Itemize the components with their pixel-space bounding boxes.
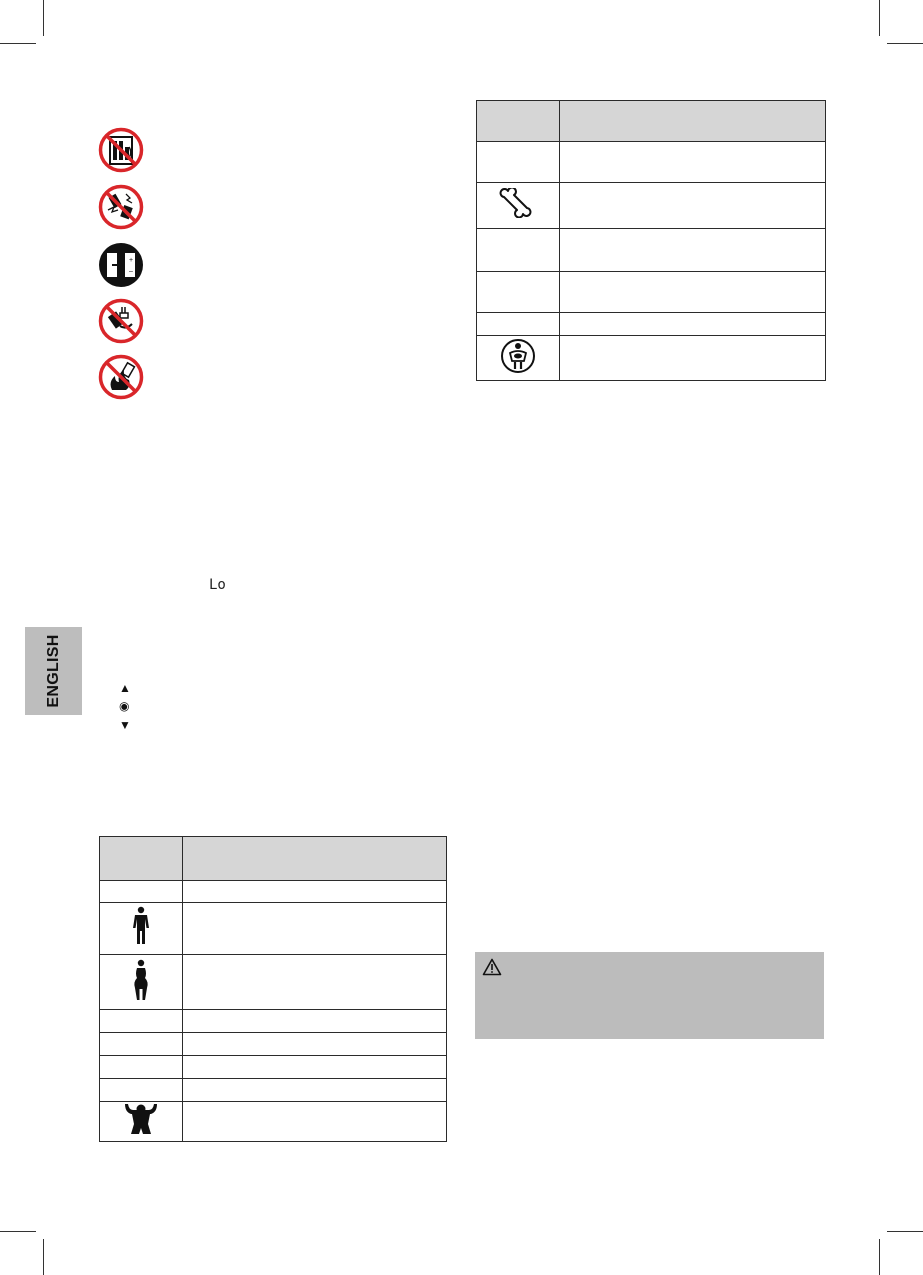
table-cell [477, 183, 560, 229]
table-row [100, 1079, 447, 1102]
table-header-cell [477, 101, 560, 142]
table-cell [100, 903, 183, 955]
crop-mark [43, 1239, 44, 1275]
table-row [477, 183, 826, 229]
do-not-burn-icon [98, 354, 144, 400]
female-figure-icon [131, 959, 151, 1001]
set-button-symbol: ◉ [119, 699, 130, 713]
table-cell [183, 1033, 447, 1056]
table-cell [560, 142, 826, 183]
crop-mark [43, 0, 44, 36]
table-cell [183, 1079, 447, 1102]
table-header-cell [183, 837, 447, 881]
table-cell [560, 336, 826, 381]
table-cell [477, 142, 560, 183]
crop-mark [0, 43, 36, 44]
low-battery-display-code: Lo [209, 577, 226, 593]
table-row [477, 229, 826, 272]
table-row [100, 955, 447, 1010]
table-row [100, 1033, 447, 1056]
table-cell [560, 183, 826, 229]
do-not-mix-batteries-icon [98, 127, 144, 173]
table-cell [560, 229, 826, 272]
table-row [477, 272, 826, 313]
table-cell [183, 881, 447, 903]
language-tab [25, 627, 82, 715]
crop-mark [879, 1239, 880, 1275]
crop-mark [887, 43, 923, 44]
down-button-symbol: ▼ [119, 718, 131, 732]
table-cell [100, 955, 183, 1010]
svg-text:–: – [129, 268, 133, 275]
do-not-charge-icon [98, 298, 144, 344]
table-cell [560, 272, 826, 313]
table-row [477, 336, 826, 381]
table-cell [477, 272, 560, 313]
table-cell [560, 313, 826, 336]
table-cell [183, 1102, 447, 1142]
table-row [477, 313, 826, 336]
crop-mark [887, 1231, 923, 1232]
table-cell [477, 313, 560, 336]
table-header-cell [560, 101, 826, 142]
table-header-row [100, 837, 447, 881]
table-row [100, 1102, 447, 1142]
warning-box [475, 952, 824, 1039]
svg-text:+: + [129, 257, 134, 264]
right-symbol-table [476, 100, 826, 381]
table-header-row [477, 101, 826, 142]
table-cell [100, 1010, 183, 1033]
table-row [100, 903, 447, 955]
table-cell [100, 1102, 183, 1142]
table-cell [183, 1010, 447, 1033]
table-cell [100, 1033, 183, 1056]
visceral-fat-icon [500, 338, 536, 374]
table-cell [183, 903, 447, 955]
table-header-cell [100, 837, 183, 881]
table-row [100, 1056, 447, 1079]
athlete-icon [121, 1102, 161, 1136]
language-tab-label: ENGLISH [44, 634, 62, 708]
warning-triangle-icon [482, 958, 502, 976]
table-cell [100, 1079, 183, 1102]
do-not-short-circuit-icon [98, 184, 144, 230]
table-row [100, 881, 447, 903]
observe-polarity-icon [98, 242, 144, 288]
table-cell [477, 229, 560, 272]
crop-mark [879, 0, 880, 36]
table-cell [183, 1056, 447, 1079]
crop-mark [0, 1231, 36, 1232]
bone-icon [498, 188, 538, 218]
table-row [100, 1010, 447, 1033]
table-cell [100, 1056, 183, 1079]
table-cell [477, 336, 560, 381]
male-figure-icon [131, 906, 151, 946]
table-cell [100, 881, 183, 903]
table-cell [183, 955, 447, 1010]
left-symbol-table [99, 836, 447, 1142]
table-row [477, 142, 826, 183]
up-button-symbol: ▲ [119, 681, 131, 695]
